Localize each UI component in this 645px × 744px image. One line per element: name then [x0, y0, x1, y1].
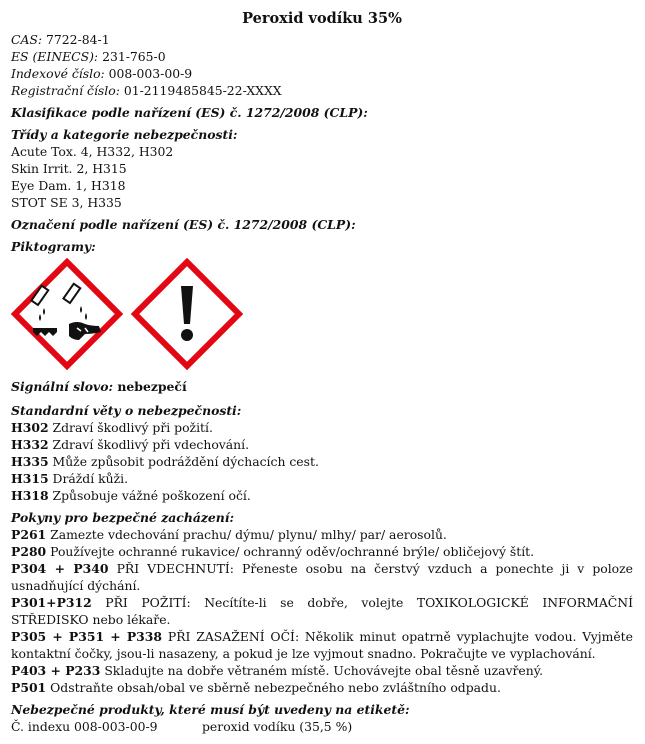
class-item: STOT SE 3, H335: [11, 195, 122, 210]
p-text: PŘI VDECHNUTÍ: Přeneste osobu na čerstvý vzduch a ponechte ji v poloze usnadňující dýchání.: [11, 561, 633, 593]
h-text: Může způsobit podráždění dýchacích cest.: [48, 454, 319, 469]
h-statement: [11, 419, 633, 436]
p-statement: [11, 594, 633, 628]
exclamation-pictogram-icon: [131, 258, 243, 370]
h-statements-heading: Standardní věty o nebezpečnosti:: [11, 403, 242, 418]
p-code: P261: [11, 527, 47, 542]
p-statements-list: [11, 526, 633, 696]
corrosion-pictogram-icon: [11, 258, 123, 370]
p-text: Zamezte vdechování prachu/ dýmu/ plynu/ mlhy/ par/ aerosolů.: [46, 527, 447, 542]
h-text: Zdraví škodlivý při vdechování.: [48, 437, 250, 452]
p-statement: [11, 526, 633, 543]
p-statement: [11, 679, 633, 696]
p-text: Odstraňte obsah/obal ve sběrně nebezpečného nebo zvláštního odpadu.: [46, 680, 501, 695]
p-statement: [11, 628, 633, 662]
identifier-label: Registrační číslo:: [11, 83, 120, 98]
signal-word-line: [11, 378, 633, 395]
product-name: peroxid vodíku (35,5 %): [202, 719, 353, 734]
p-statements-heading: Pokyny pro bezpečné zacházení:: [11, 510, 235, 525]
page-title: Peroxid vodíku 35%: [242, 10, 402, 27]
p-text: Skladujte na dobře větraném místě. Uchovávejte obal těsně uzavřený.: [100, 663, 544, 678]
p-text: PŘI POŽITÍ: Necítíte-li se dobře, volejte TOXIKOLOGICKÉ INFORMAČNÍ STŘEDISKO nebo lékaře.: [11, 595, 633, 627]
product-row: [11, 718, 633, 735]
signal-word: nebezpečí: [113, 379, 187, 394]
identifier-index: [11, 65, 633, 82]
h-text: Způsobuje vážné poškození očí.: [48, 488, 251, 503]
identifier-value: 231-765-0: [98, 49, 166, 64]
pictograms-heading: Piktogramy:: [11, 239, 96, 254]
identifier-label: Indexové číslo:: [11, 66, 105, 81]
p-statement: [11, 560, 633, 594]
h-statement: [11, 487, 633, 504]
h-code: H302: [11, 420, 49, 435]
classes-heading: Třídy a kategorie nebezpečnosti:: [11, 127, 238, 142]
p-text: Používejte ochranné rukavice/ ochranný oděv/ochranné brýle/ obličejový štít.: [46, 544, 535, 559]
identifier-cas: [11, 31, 633, 48]
identifier-es: [11, 48, 633, 65]
products-heading: Nebezpečné produkty, které musí být uvedeny na etiketě:: [11, 702, 410, 717]
h-text: Dráždí kůži.: [48, 471, 129, 486]
product-index: Č. indexu 008-003-00-9: [11, 719, 158, 734]
pictograms-row: [11, 258, 633, 370]
classification-heading: Klasifikace podle nařízení (ES) č. 1272/2008 (CLP):: [11, 105, 368, 120]
h-code: H332: [11, 437, 49, 452]
classes-list: [11, 143, 633, 211]
identifier-registration: [11, 82, 633, 99]
h-statements-list: [11, 419, 633, 504]
p-code: P301+P312: [11, 595, 92, 610]
p-code: P305 + P351 + P338: [11, 629, 163, 644]
h-code: H318: [11, 488, 49, 503]
class-item: Acute Tox. 4, H332, H302: [11, 144, 174, 159]
p-statement: [11, 662, 633, 679]
p-code: P304 + P340: [11, 561, 109, 576]
h-statement: [11, 436, 633, 453]
labelling-heading: Označení podle nařízení (ES) č. 1272/2008 (CLP):: [11, 217, 356, 232]
p-text: PŘI ZASAŽENÍ OČÍ: Několik minut opatrně vyplachujte vodou. Vyjměte kontaktní čočky, jsou-li nasazeny, a pokud je lze vyjmout snadno. Pokračujte ve vyplachování.: [11, 629, 633, 661]
h-text: Zdraví škodlivý při požití.: [48, 420, 213, 435]
identifier-label: CAS:: [11, 32, 43, 47]
signal-label: Signální slovo:: [11, 379, 114, 394]
identifier-value: 008-003-00-9: [104, 66, 193, 81]
h-statement: [11, 470, 633, 487]
class-item: Skin Irrit. 2, H315: [11, 161, 127, 176]
p-code: P403 + P233: [11, 663, 101, 678]
identifier-value: 01-2119485845-22-XXXX: [119, 83, 282, 98]
class-item: Eye Dam. 1, H318: [11, 178, 126, 193]
h-code: H315: [11, 471, 49, 486]
identifiers-block: [11, 31, 633, 99]
p-code: P501: [11, 680, 47, 695]
h-statement: [11, 453, 633, 470]
p-code: P280: [11, 544, 47, 559]
identifier-value: 7722-84-1: [42, 32, 110, 47]
p-statement: [11, 543, 633, 560]
h-code: H335: [11, 454, 49, 469]
identifier-label: ES (EINECS):: [11, 49, 99, 64]
